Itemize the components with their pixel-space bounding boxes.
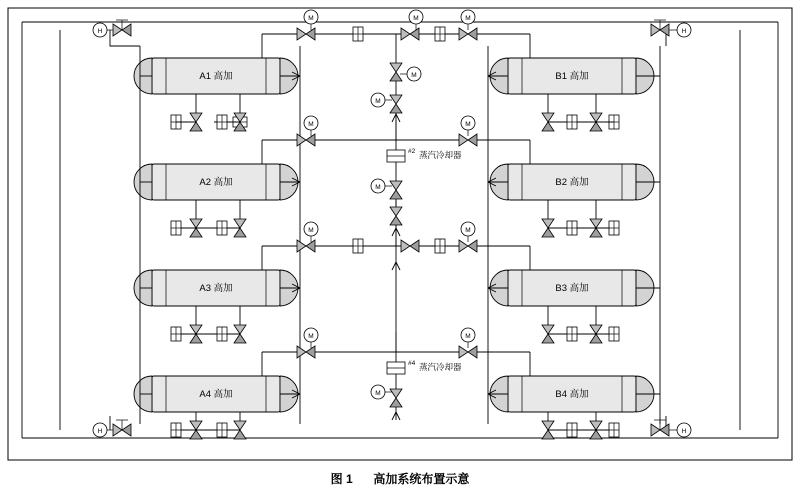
cooler-label: 蒸汽冷却器 <box>419 362 462 372</box>
vessel-label: B2 高加 <box>555 177 589 188</box>
gate-valve <box>390 207 402 225</box>
gate-valve <box>390 181 402 199</box>
svg-text:M: M <box>413 15 419 22</box>
vessel-label: B3 高加 <box>555 283 589 294</box>
orifice-icon <box>171 327 181 341</box>
svg-text:M: M <box>411 72 417 79</box>
drain-valves-A1 <box>171 113 247 131</box>
svg-text:H: H <box>97 28 103 35</box>
vessel-label: A4 高加 <box>199 389 233 400</box>
drain-valves-A4 <box>171 421 246 439</box>
hand-valve-top-right <box>651 20 691 37</box>
vessel-label: B4 高加 <box>555 389 589 400</box>
cooler-4 <box>387 360 462 374</box>
orifice-icon <box>217 221 227 235</box>
vessel-A1 <box>134 58 298 94</box>
valve-train-row1 <box>297 10 477 41</box>
svg-text:M: M <box>375 184 381 191</box>
gate-valve <box>401 240 419 252</box>
drain-valves-A2 <box>171 219 246 237</box>
svg-text:M: M <box>375 98 381 105</box>
orifice-icon <box>217 327 227 341</box>
orifice-icon <box>171 221 181 235</box>
svg-text:H: H <box>97 428 103 435</box>
svg-text:M: M <box>308 227 314 234</box>
orifice-icon <box>567 221 577 235</box>
vessel-A2 <box>134 164 298 200</box>
svg-text:M: M <box>465 227 471 234</box>
svg-text:M: M <box>308 121 314 128</box>
orifice-icon <box>217 423 227 437</box>
vessel-B2 <box>490 164 654 200</box>
figure-number: 图 1 <box>330 472 353 486</box>
orifice-icon <box>435 239 445 253</box>
vessel-A3 <box>134 270 298 306</box>
vessel-B4 <box>490 376 654 412</box>
gate-valve <box>297 28 315 40</box>
orifice-icon <box>353 239 363 253</box>
svg-text:M: M <box>308 15 314 22</box>
drain-valves-B4 <box>542 421 619 439</box>
orifice-icon <box>435 27 445 41</box>
svg-text:M: M <box>465 121 471 128</box>
drain-valves-A3 <box>171 325 246 343</box>
orifice-icon <box>609 327 619 341</box>
hand-valve-top-left <box>93 20 131 37</box>
vessel-A4 <box>134 376 298 412</box>
gate-valve <box>297 240 315 252</box>
svg-text:M: M <box>465 15 471 22</box>
orifice-icon <box>353 27 363 41</box>
center-branch-row2 <box>371 179 402 236</box>
cooler-label: 蒸汽冷却器 <box>419 150 462 160</box>
vessel-label: A1 高加 <box>199 71 233 82</box>
svg-text:H: H <box>681 428 687 435</box>
drain-valves-B3 <box>542 325 619 343</box>
svg-text:M: M <box>465 333 471 340</box>
orifice-icon <box>171 423 181 437</box>
vessel-label: A3 高加 <box>199 283 233 294</box>
cooler-sup: #2 <box>408 148 416 155</box>
orifice-icon <box>567 423 577 437</box>
valve-train-row2 <box>297 116 477 146</box>
hand-valve-bottom-right <box>651 420 691 437</box>
gate-valve <box>390 95 402 113</box>
vessel-B1 <box>490 58 654 94</box>
main-piping <box>22 22 778 438</box>
orifice-icon <box>567 327 577 341</box>
drain-valves-B1 <box>542 113 619 131</box>
center-branch-row4 <box>371 385 402 420</box>
vessel-B3 <box>490 270 654 306</box>
cooler-sup: #4 <box>408 360 416 367</box>
orifice-icon <box>609 221 619 235</box>
valve-train-row4 <box>297 328 477 358</box>
svg-text:M: M <box>308 333 314 340</box>
cooler-2 <box>387 148 462 162</box>
gate-valve <box>297 134 315 146</box>
svg-text:H: H <box>681 28 687 35</box>
orifice-icon <box>567 115 577 129</box>
hand-valve-bottom-left <box>93 420 131 437</box>
orifice-icon <box>609 423 619 437</box>
vessel-label: B1 高加 <box>555 71 589 82</box>
drain-valves-B2 <box>542 219 619 237</box>
figure-caption <box>0 470 800 487</box>
figure-title: 高加系统布置示意 <box>373 472 470 486</box>
gate-valve <box>390 63 402 81</box>
orifice-icon <box>217 115 227 129</box>
gate-valve <box>297 346 315 358</box>
svg-text:M: M <box>375 390 381 397</box>
vessel-label: A2 高加 <box>199 177 233 188</box>
